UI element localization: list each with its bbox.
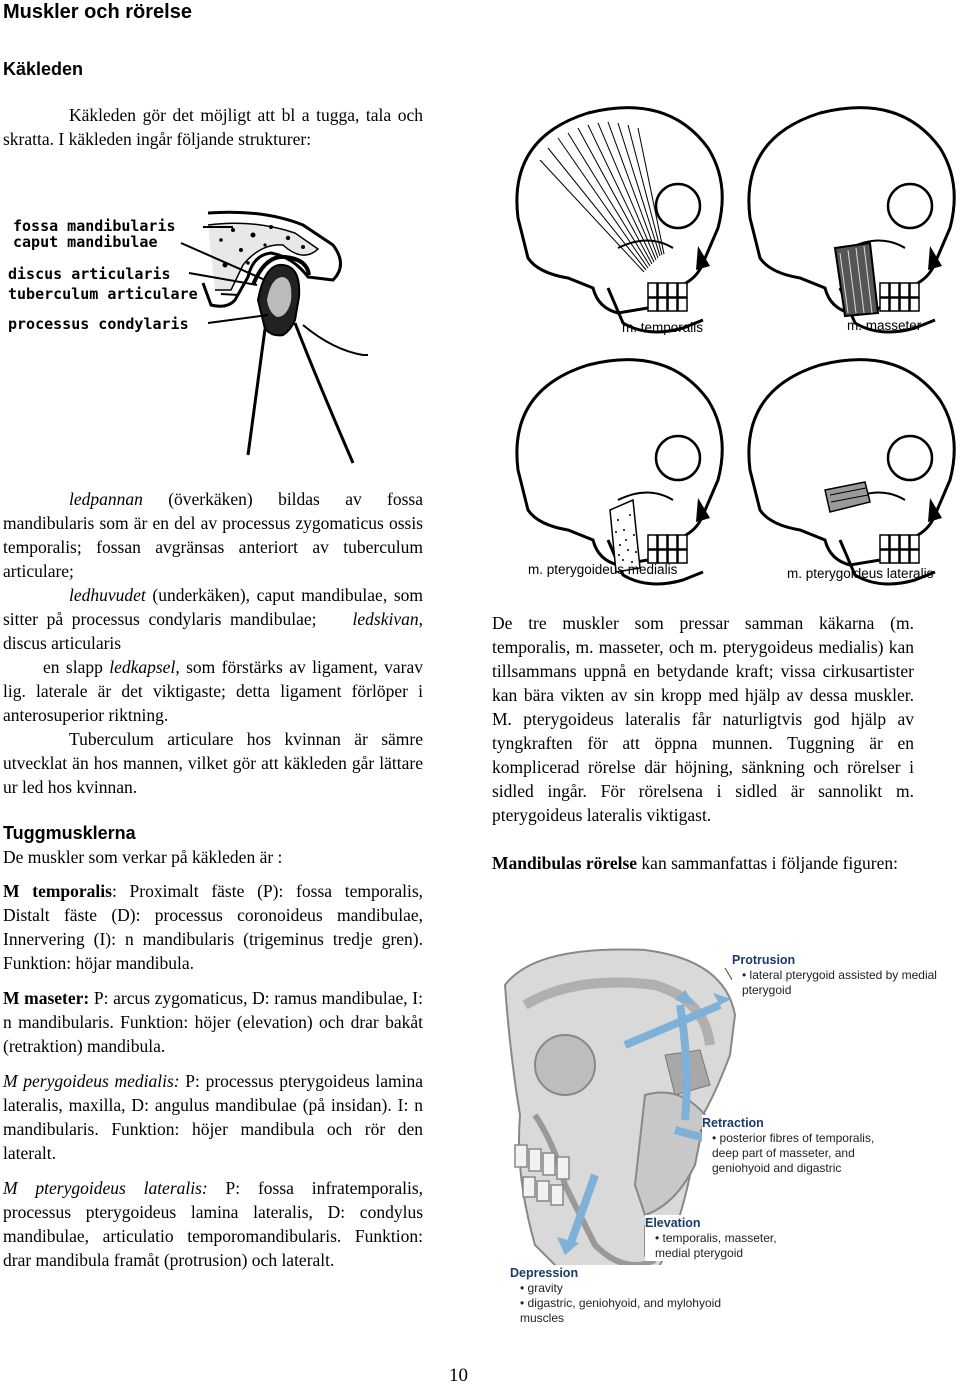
depression-item-1: gravity — [527, 1281, 563, 1295]
mandible-movement-figure — [495, 945, 955, 1345]
ledskivan-text: , discus articularis — [3, 609, 423, 653]
muscle-item-masseter — [3, 986, 423, 1058]
elevation-item: temporalis, masseter, medial pterygoid — [655, 1231, 777, 1260]
ledhuvudet-text: (underkäken), caput mandibulae, som sitter på processus condylaris mandibulae; — [3, 585, 423, 629]
muscle-item-temporalis — [3, 879, 423, 975]
tmj-figure — [3, 205, 443, 465]
intro-paragraph: Käkleden gör det möjligt att bl a tugga, tala och skratta. I käkleden ingår följande strukturer: — [3, 105, 423, 149]
elevation-title: Elevation — [645, 1216, 701, 1230]
muscle-text: : Proximalt fäste (P): fossa temporalis, Distalt fäste (D): processus coronoideus mandibulae, Innervering (I): n mandibularis (trigeminus tredje gren). Funktion: höjar mandibula. — [3, 881, 423, 973]
mandibula-movement-text: kan sammanfattas i följande figuren: — [637, 853, 899, 873]
muscle-name: M perygoideus medialis: — [3, 1071, 180, 1091]
tmj-label-discus: discus articularis — [8, 265, 171, 283]
tmj-label-tuberculum: tuberculum articulare — [8, 285, 198, 303]
protrusion-item: lateral pterygoid assisted by medial pterygoid — [742, 968, 937, 997]
caption-pterygoideus-lateralis: m. pterygoideus lateralis — [787, 566, 934, 581]
depression-item-2: digastric, geniohyoid, and mylohyoid muscles — [520, 1296, 721, 1325]
bullet-icon: • — [742, 968, 750, 982]
bullet-icon: • — [520, 1296, 528, 1310]
mandibula-movement-paragraph — [492, 851, 914, 875]
bullet-icon: • — [712, 1131, 720, 1145]
page-number: 10 — [449, 1365, 468, 1386]
term-ledhuvudet: ledhuvudet — [69, 585, 146, 605]
protrusion-title: Protrusion — [732, 953, 796, 967]
muscle-name: M pterygoideus lateralis: — [3, 1178, 208, 1198]
muscle-item-pterygoideus-lateralis — [3, 1176, 423, 1272]
tmj-label-caput: caput mandibulae — [13, 233, 158, 251]
muscle-list — [3, 879, 423, 1272]
tmj-label-fossa: fossa mandibularis — [13, 217, 176, 235]
skull-drawings — [490, 78, 960, 598]
section-heading-kakleden: Käkleden — [3, 59, 84, 79]
muscle-name: M maseter: — [3, 988, 90, 1008]
section-heading-tuggmusklerna: Tuggmusklerna — [3, 823, 136, 843]
caption-temporalis: m. temporalis — [622, 320, 704, 335]
movement-block-elevation — [645, 1215, 815, 1261]
term-ledkapsel: ledkapsel — [109, 657, 176, 677]
tmj-label-processus: processus condylaris — [8, 315, 189, 333]
caption-pterygoideus-medialis: m. pterygoideus medialis — [528, 562, 678, 577]
term-ledpannan: ledpannan — [69, 489, 143, 509]
muscle-text: P: processus pterygoideus lamina lateralis, maxilla, D: angulus mandibulae (på insidan). I: n mandibularis. Funktion: höjer mandibula och rör den lateralt. — [3, 1071, 423, 1163]
right-column-text — [492, 611, 914, 875]
mandibula-movement-bold: Mandibulas rörelse — [492, 853, 638, 873]
section2-intro: De muskler som verkar på käkleden är : — [3, 847, 283, 867]
bullet-icon: • — [655, 1231, 663, 1245]
muscle-item-pterygoideus-medialis — [3, 1069, 423, 1165]
skull-muscle-figures — [490, 78, 960, 598]
ledkapsel-text: , som förstärks av ligament, varav lig. laterale är det viktigaste; detta ligament förlöper i anterosuperior riktning. — [3, 657, 423, 725]
ledkapsel-pre: en slapp — [43, 657, 110, 677]
movement-block-protrusion — [732, 952, 950, 998]
movement-block-retraction — [702, 1115, 900, 1176]
retraction-title: Retraction — [702, 1116, 764, 1130]
tuberculum-paragraph: Tuberculum articulare hos kvinnan är sämre utvecklat än hos mannen, vilket gör att käkleden går lättare ur led hos kvinnan. — [3, 729, 423, 797]
joint-structures-text — [3, 487, 423, 799]
muscle-name: M temporalis — [3, 881, 112, 901]
muscle-text: P: fossa infratemporalis, processus pterygoideus lamina lateralis, D: condylus mandibulae, articulatio temporomandibularis. Funktion: drar mandibula framåt (protrusion) och lateralt. — [3, 1178, 424, 1270]
retraction-item: posterior fibres of temporalis, deep part of masseter, and geniohyoid and digastric — [712, 1131, 875, 1175]
movement-block-depression — [510, 1265, 725, 1326]
ledpannan-text: (överkäken) bildas av fossa mandibularis som är en del av processus zygomaticus ossis temporalis; fossan avgränsas anteriort av tuberculum articulare; — [3, 489, 423, 581]
jaw-muscles-paragraph: De tre muskler som pressar samman käkarna (m. temporalis, m. masseter, och m. pterygoideus medialis) kan tillsammans uppnå en betydande kraft; vissa cirkusartister kan bära vikten av sin kropp med hjälp av dessa muskler. M. pterygoideus lateralis får naturligtvis god hjälp av tyngkraften för att öppna munnen. Tuggning är en komplicerad rörelse där höjning, sänkning och rörelser i sidled ingår. För rörelsena i sidled är sannolikt m. pterygoideus lateralis viktigast. — [492, 613, 914, 825]
depression-title: Depression — [510, 1266, 579, 1280]
page-title: Muskler och rörelse — [3, 1, 192, 23]
bullet-icon: • — [520, 1281, 528, 1295]
caption-masseter: m. masseter — [847, 318, 922, 333]
muscle-text: P: arcus zygomaticus, D: ramus mandibulae, I: n mandibularis. Funktion: höjer (elevation) och drar bakåt (retraktion) mandibula. — [3, 988, 423, 1056]
term-ledskivan: ledskivan — [352, 609, 419, 629]
